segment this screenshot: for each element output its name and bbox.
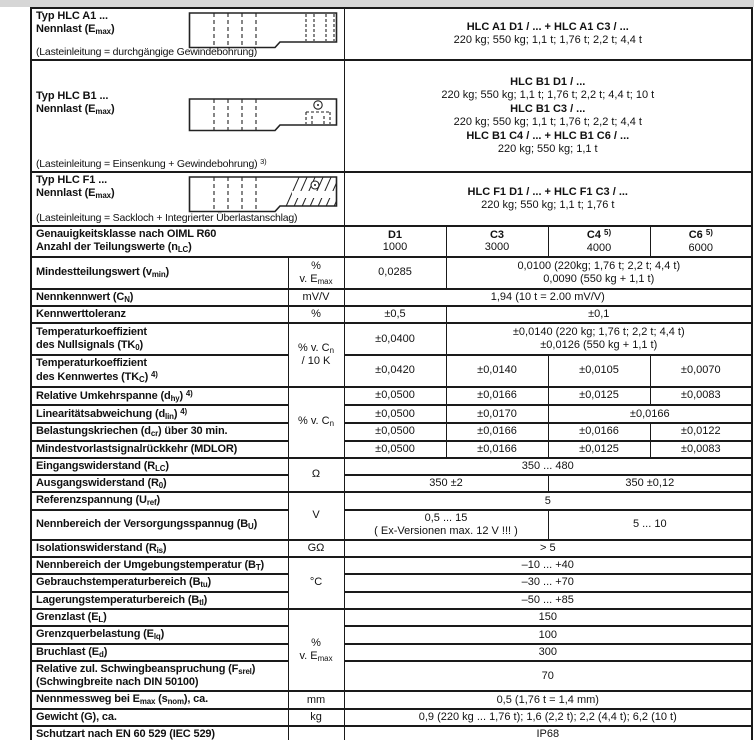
value-c4: ±0,0166 (548, 423, 650, 440)
divisions-label: Anzahl der Teilungswerte $(n_{LC})$ (36, 241, 192, 255)
class-name: C3 (489, 228, 505, 241)
spec-row-tkc (31, 355, 752, 386)
value-c3: ±0,0140 (446, 355, 548, 386)
value-d1: ±0,5 (344, 306, 446, 323)
window-top-bar (0, 0, 754, 7)
value-c3: ±0,0166 (446, 423, 548, 440)
row-label: Ausgangswiderstand $(R_0)$ (31, 475, 288, 492)
row-label: Nennbereich der Umgebungstemperatur $(B_T)$ (31, 557, 288, 574)
value-c6: ±0,0083 (650, 387, 752, 405)
value-all: 0,9 (220 kg ... 1,76 t); 1,6 (2,2 t); 2,2 (4,4 t); 6,2 (10 t) (344, 709, 752, 726)
spec-row-elq (31, 626, 752, 643)
row-unit: mm (288, 691, 344, 708)
value-c4: ±0,0125 (548, 387, 650, 405)
spec-row-schutz (31, 726, 752, 740)
row-label: Nennbereich der Versorgungsspannug $(B_U)$ (31, 510, 288, 540)
spec-row-g (31, 709, 752, 726)
row-label: Linearitätsabweichung $(d_{lin})$ $^{4)}$ (31, 405, 288, 423)
value-all: 100 (344, 626, 752, 643)
row-unit (288, 323, 344, 386)
spec-row-btu (31, 574, 752, 591)
type-f1-models-cell (344, 172, 752, 226)
spec-row-uref (31, 492, 752, 509)
value-all: 70 (344, 661, 752, 691)
value-d1-c3: 350 ±2 (344, 475, 548, 492)
model-capacities: 220 kg; 550 kg; 1,1 t; 1,76 t; 2,2 t; 4,4 t (453, 34, 642, 46)
spec-row-el (31, 609, 752, 626)
spec-row-cn (31, 289, 752, 306)
value-all: 300 (344, 644, 752, 661)
value-c3: ±0,0170 (446, 405, 548, 423)
model-name: HLC F1 D1 / ... + HLC F1 C3 / ... (467, 186, 628, 199)
value-c3-c6 (446, 257, 752, 289)
row-label: Bruchlast $(E_d)$ (31, 644, 288, 661)
unit-line: / 10 K (301, 355, 331, 368)
row-label: Nennmessweg bei $E_{max}$ $(s_{nom})$, ca. (31, 691, 288, 708)
row-label (31, 355, 288, 386)
type-b1-note: (Lasteinleitung = Einsenkung + Gewindebohrung) $^{3)}$ (36, 156, 267, 170)
value-all: –50 ... +85 (344, 592, 752, 609)
type-a1-label-cell (31, 8, 344, 60)
value-all: 5 (344, 492, 752, 509)
unit-line: % v. $C_n$ (298, 341, 334, 355)
row-label: Gewicht (G), ca. (31, 709, 288, 726)
row-label: Eingangswiderstand $(R_{LC})$ (31, 458, 288, 475)
row-unit: mV/V (288, 289, 344, 306)
value-line: ±0,0140 (220 kg; 1,76 t; 2,2 t; 4,4 t) (512, 326, 685, 339)
value-c3-c6: ±0,1 (446, 306, 752, 323)
row-label: Schutzart nach EN 60 529 (IEC 529) (31, 726, 288, 740)
spec-row-mdlor (31, 441, 752, 458)
row-unit: °C (288, 557, 344, 609)
type-a1-title: Typ HLC A1 ... (36, 10, 108, 22)
label-line: Temperaturkoeffizient (36, 326, 147, 339)
row-unit: % (288, 306, 344, 323)
spec-row-fsrel (31, 661, 752, 691)
value-d1: 0,0285 (344, 257, 446, 289)
row-label (31, 323, 288, 355)
model-name: HLC B1 C3 / ... (510, 103, 586, 116)
value-d1: ±0,0500 (344, 441, 446, 458)
accuracy-col-d1 (344, 226, 446, 257)
class-divisions: 4000 (586, 241, 612, 254)
value-c3: ±0,0166 (446, 441, 548, 458)
spec-row-dhy (31, 387, 752, 405)
value-c6: ±0,0083 (650, 441, 752, 458)
accuracy-class-label: Genauigkeitsklasse nach OIML R60 (36, 228, 217, 241)
type-f1-title: Typ HLC F1 ... (36, 174, 108, 186)
label-line: Temperaturkoeffizient (36, 357, 147, 370)
spec-row-dcr (31, 423, 752, 440)
spec-row-bu (31, 510, 752, 540)
row-label: Grenzquerbelastung $(E_{lq})$ (31, 626, 288, 643)
type-b1-label-cell (31, 60, 344, 172)
spec-row-btl (31, 592, 752, 609)
row-label: Referenzspannung $(U_{ref})$ (31, 492, 288, 509)
model-name: HLC A1 D1 / ... + HLC A1 C3 / ... (466, 21, 629, 34)
value-c6: ±0,0070 (650, 355, 752, 386)
value-d1: ±0,0400 (344, 323, 446, 355)
unit-line: % (311, 259, 321, 272)
spec-row-snom (31, 691, 752, 708)
row-unit: GΩ (288, 540, 344, 557)
type-row-b1 (31, 60, 752, 172)
type-b1-nennlast: Nennlast $(E_{max})$ (36, 102, 115, 116)
label-line: Relative zul. Schwingbeanspruchung $(F_{srel})$ (36, 663, 256, 676)
type-b1-title: Typ HLC B1 ... (36, 90, 109, 102)
type-f1-note: (Lasteinleitung = Sackloch + Integrierter Überlastanschlag) (36, 211, 298, 224)
value-all: IP68 (344, 726, 752, 740)
type-a1-models-cell (344, 8, 752, 60)
value-all: –10 ... +40 (344, 557, 752, 574)
value-c3: ±0,0166 (446, 387, 548, 405)
spec-row-ctol (31, 306, 752, 323)
row-label: Mindestteilungswert $(v_{min})$ (31, 257, 288, 289)
value-line: ( Ex-Versionen max. 12 V !!! ) (374, 524, 518, 537)
unit-line: v. $E_{max}$ (299, 272, 333, 286)
row-label: Isolationswiderstand $(R_{is})$ (31, 540, 288, 557)
type-b1-models-cell (344, 60, 752, 172)
label-line: des Nullsignals $(TK_0)$ (36, 339, 143, 353)
value-line: ±0,0126 (550 kg + 1,1 t) (540, 339, 658, 352)
value-d1-c3 (344, 510, 548, 540)
row-label: Belastungskriechen $(d_{cr})$ über 30 min. (31, 423, 288, 440)
type-f1-label-cell (31, 172, 344, 226)
class-name: C4 $^{5)}$ (586, 228, 612, 241)
model-capacities: 220 kg; 550 kg; 1,1 t; 1,76 t; 2,2 t; 4,4 t; 10 t (441, 89, 655, 102)
value-line: 0,0100 (220kg; 1,76 t; 2,2 t; 4,4 t) (517, 259, 681, 272)
row-label: Mindestvorlastsignalrückkehr (MDLOR) (31, 441, 288, 458)
row-unit (288, 257, 344, 289)
accuracy-col-c3 (446, 226, 548, 257)
model-capacities: 220 kg; 550 kg; 1,1 t (497, 142, 598, 155)
row-label: Relative Umkehrspanne $(d_{hy})$ $^{4)}$ (31, 387, 288, 405)
row-label: Nennkennwert $(C_N)$ (31, 289, 288, 306)
type-f1-nennlast: Nennlast $(E_{max})$ (36, 186, 115, 200)
row-label: Grenzlast $(E_L)$ (31, 609, 288, 626)
class-divisions: 6000 (688, 241, 714, 254)
type-row-f1 (31, 172, 752, 226)
class-divisions: 1000 (382, 241, 408, 254)
model-capacities: 220 kg; 550 kg; 1,1 t; 1,76 t (481, 199, 615, 211)
class-divisions: 3000 (484, 241, 510, 254)
spec-row-dlin (31, 405, 752, 423)
row-unit (288, 726, 344, 740)
label-line: des Kennwertes $(TK_C)$ $^{4)}$ (36, 370, 158, 385)
value-c6: ±0,0122 (650, 423, 752, 440)
spec-row-r0 (31, 475, 752, 492)
type-row-a1 (31, 8, 752, 60)
spec-row-bt (31, 557, 752, 574)
value-c4-c6: 350 ±0,12 (548, 475, 752, 492)
row-unit: V (288, 492, 344, 539)
value-d1: ±0,0500 (344, 387, 446, 405)
spec-row-ris (31, 540, 752, 557)
row-label: Lagerungstemperaturbereich $(B_{tl})$ (31, 592, 288, 609)
accuracy-header-row (31, 226, 752, 257)
class-name: D1 (387, 228, 403, 241)
value-line: 0,5 ... 15 (424, 511, 468, 524)
value-d1: ±0,0500 (344, 405, 446, 423)
load-cell-drawing-b1 (188, 90, 338, 132)
load-cell-drawing-a1 (188, 11, 338, 49)
accuracy-col-c6 (650, 226, 752, 257)
label-line: (Schwingbreite nach DIN 50100) (36, 676, 199, 689)
spec-row-tk0 (31, 323, 752, 355)
value-all: > 5 (344, 540, 752, 557)
load-cell-drawing-f1 (188, 175, 338, 213)
row-unit (288, 609, 344, 691)
row-label: Kennwerttoleranz (31, 306, 288, 323)
spec-table (30, 7, 753, 740)
value-all: 350 ... 480 (344, 458, 752, 475)
value-c3-c6 (446, 323, 752, 355)
value-c4-c6: 5 ... 10 (548, 510, 752, 540)
model-name: HLC B1 D1 / ... (510, 76, 586, 89)
class-name: C6 $^{5)}$ (688, 228, 713, 241)
model-capacities: 220 kg; 550 kg; 1,1 t; 1,76 t; 2,2 t; 4,4 t (453, 116, 642, 128)
row-label: Gebrauchstemperaturbereich $(B_{tu})$ (31, 574, 288, 591)
value-line: 0,0090 (550 kg + 1,1 t) (543, 272, 655, 285)
type-a1-nennlast: Nennlast $(E_{max})$ (36, 22, 115, 36)
unit-line: v. $E_{max}$ (299, 649, 333, 663)
value-c4: ±0,0125 (548, 441, 650, 458)
accuracy-col-c4 (548, 226, 650, 257)
spec-row-rlc (31, 458, 752, 475)
value-c4: ±0,0105 (548, 355, 650, 386)
value-c4-c6: ±0,0166 (548, 405, 752, 423)
spec-row-ed (31, 644, 752, 661)
value-all: –30 ... +70 (344, 574, 752, 591)
unit-line: % (311, 636, 321, 649)
value-all: 0,5 (1,76 t = 1,4 mm) (344, 691, 752, 708)
row-unit: % v. $C_n$ (288, 387, 344, 458)
value-all: 1,94 (10 t = 2.00 mV/V) (344, 289, 752, 306)
accuracy-label-cell (31, 226, 344, 257)
value-all: 150 (344, 609, 752, 626)
type-a1-note: (Lasteinleitung = durchgängige Gewindebohrung) (36, 45, 258, 58)
value-d1: ±0,0500 (344, 423, 446, 440)
row-label (31, 661, 288, 691)
model-name: HLC B1 C4 / ... + HLC B1 C6 / ... (466, 129, 630, 142)
spec-row-vmin (31, 257, 752, 289)
value-d1: ±0,0420 (344, 355, 446, 386)
row-unit: kg (288, 709, 344, 726)
row-unit: Ω (288, 458, 344, 493)
